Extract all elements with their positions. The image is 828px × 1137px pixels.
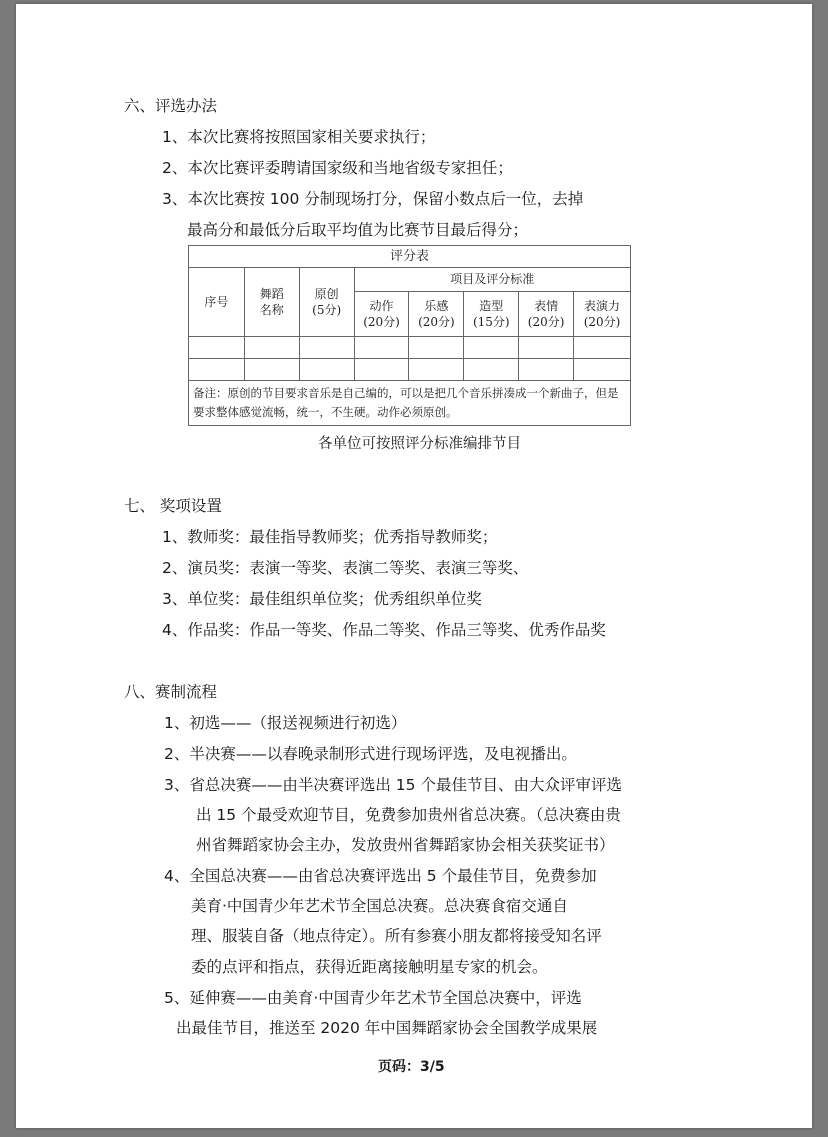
section-7-item-2: 2、演员奖：表演一等奖、表演二等奖、表演三等奖、 [162,559,529,577]
section-8-title: 八、赛制流程 [124,683,218,701]
criterion-points: (20分) [583,315,621,329]
section-8-line-1: 1、初选——（报送视频进行初选） [164,714,407,732]
criterion-points: (20分) [527,315,565,329]
table-caption: 各单位可按照评分标准编排节目 [318,436,521,452]
section-8-line-10: 5、延伸赛——由美育·中国青少年艺术节全国总决赛中，评选 [164,989,582,1007]
section-8-line-3: 3、省总决赛——由半决赛评选出 15 个最佳节目、由大众评审评选 [164,776,622,794]
col-group-header: 项目及评分标准 [354,268,630,292]
col-header-original-label: 原创 [314,286,339,301]
section-6-item-2: 2、本次比赛评委聘请国家级和当地省级专家担任； [162,159,513,177]
section-7-item-1: 1、教师奖：最佳指导教师奖；优秀指导教师奖； [162,528,498,546]
criterion-cell [409,292,464,337]
col-header-original [299,268,354,337]
section-7-title: 七、 奖项设置 [124,497,222,515]
criterion-points: (20分) [363,315,400,329]
section-6-item-3-cont: 最高分和最低分后取平均值为比赛节目最后得分； [187,221,529,239]
section-7-item-3: 3、单位奖：最佳组织单位奖；优秀组织单位奖 [162,590,482,608]
table-row [189,359,631,381]
criterion-name: 造型 [479,298,504,313]
criterion-name: 表情 [534,298,559,313]
col-header-original-points: (5分) [312,303,342,317]
col-header-no: 序号 [189,268,245,337]
criterion-name: 乐感 [424,298,449,313]
col-header-name: 舞蹈名称 [244,268,299,337]
section-8-line-4: 出 15 个最受欢迎节目，免费参加贵州省总决赛。（总决赛由贵 [196,806,621,824]
page-number: 页码：3/5 [378,1059,445,1075]
section-8-line-6: 4、全国总决赛——由省总决赛评选出 5 个最佳节目，免费参加 [164,867,597,885]
criterion-points: (15分) [472,315,510,329]
section-8-line-9: 委的点评和指点，获得近距离接触明星专家的机会。 [191,958,548,976]
section-8-line-11: 出最佳节目，推送至 2020 年中国舞蹈家协会全国教学成果展 [176,1019,598,1037]
section-8-line-7: 美育·中国青少年艺术节全国总决赛。总决赛食宿交通自 [191,897,568,915]
criterion-cell [464,292,519,337]
section-8-line-2: 2、半决赛——以春晚录制形式进行现场评选，及电视播出。 [164,745,577,763]
criterion-name: 表演力 [584,298,621,313]
table-row [189,337,631,359]
section-6-item-3: 3、本次比赛按 100 分制现场打分，保留小数点后一位，去掉 [162,190,584,208]
criterion-points: (20分) [418,315,455,329]
table-note: 备注：原创的节目要求音乐是自己编的，可以是把几个音乐拼凑成一个新曲子，但是要求整体感觉流畅，统一，不生硬。动作必须原创。 [189,381,631,426]
document-page [16,4,812,1128]
criterion-cell [519,292,574,337]
criterion-name: 动作 [369,298,394,313]
section-8-line-8: 理、服装自备（地点待定）。所有参赛小朋友都将接受知名评 [191,927,602,945]
criterion-cell [574,292,631,337]
score-table [188,245,631,426]
section-8-line-5: 州省舞蹈家协会主办，发放贵州省舞蹈家协会相关获奖证书） [196,836,615,854]
table-title: 评分表 [189,246,631,268]
section-6-item-1: 1、本次比赛将按照国家相关要求执行； [162,128,436,146]
criterion-cell [354,292,409,337]
section-6-title: 六、评选办法 [124,97,218,115]
section-7-item-4: 4、作品奖：作品一等奖、作品二等奖、作品三等奖、优秀作品奖 [162,621,606,639]
